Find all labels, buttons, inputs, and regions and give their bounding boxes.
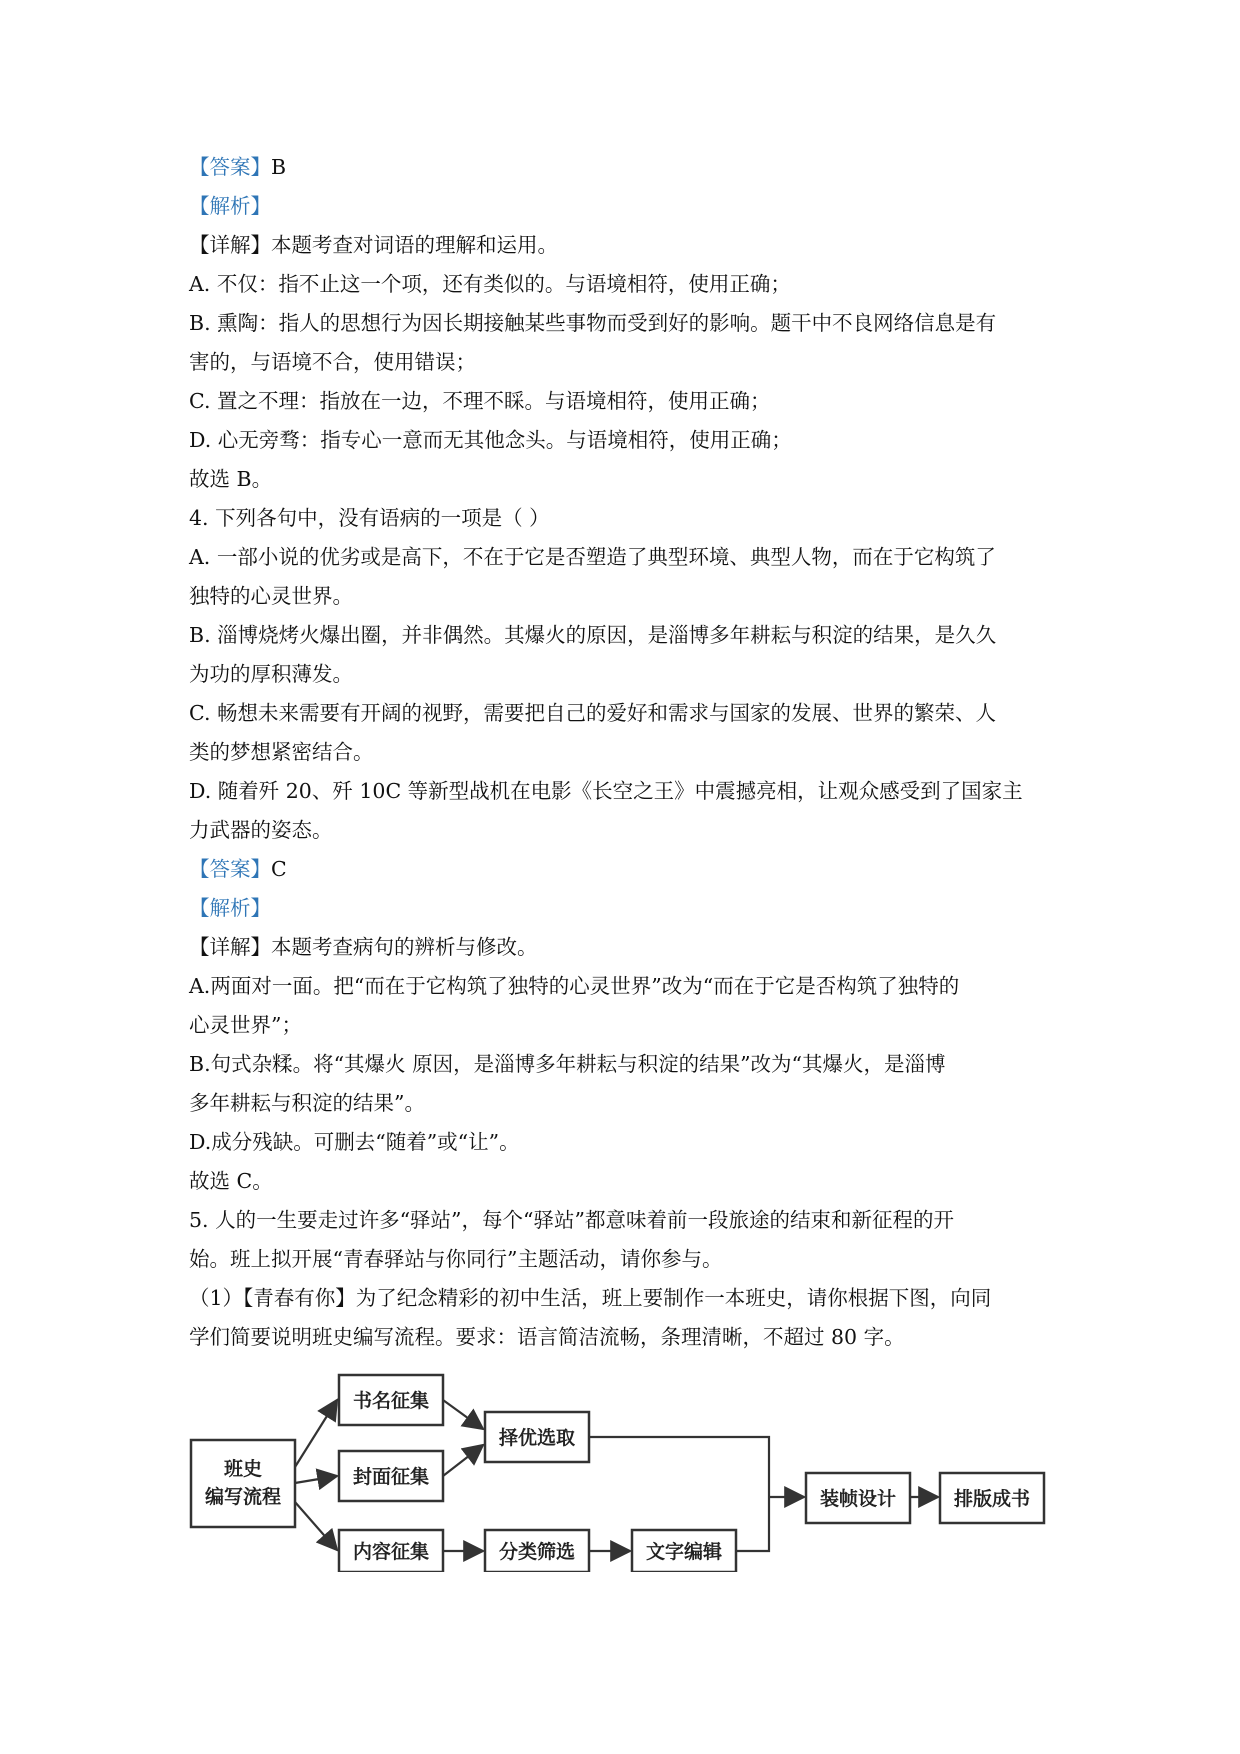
answer-line-1 [189,148,1059,187]
detail-line: 多年耕耘与积淀的结果”。 [189,1091,425,1115]
class-history-flowchart [189,1367,1054,1572]
q4-option-line: C. 畅想未来需要有开阔的视野，需要把自己的爱好和需求与国家的发展、世界的繁荣、人 [189,701,996,725]
detail-line: 心灵世界”； [189,1013,302,1037]
detail-line: B.句式杂糅。将“其爆火 原因，是淄博多年耕耘与积淀的结果”改为“其爆火，是淄博 [189,1052,946,1076]
detail-line-1: 【详解】本题考查对词语的理解和运用。 [189,233,558,257]
q4-option-line: A. 一部小说的优劣或是高下，不在于它是否塑造了典型环境、典型人物，而在于它构筑了 [189,545,996,569]
flow-arrow [295,1476,337,1483]
answer-tag: 【答案】 [189,857,271,881]
flow-classify-label: 分类筛选 [498,1541,576,1563]
flow-arrow [295,1400,337,1467]
q4-option-line: 独特的心灵世界。 [189,584,353,608]
q4-option-line: B. 淄博烧烤火爆出圈，并非偶然。其爆火的原因，是淄博多年耕耘与积淀的结果，是久久 [189,623,997,647]
q3-option-line: 害的，与语境不合，使用错误； [189,350,476,374]
flow-arrow [443,1445,483,1476]
document-body [189,148,1059,1357]
flow-line [589,1437,769,1497]
flow-arrow [443,1400,483,1429]
q4-stem: 4. 下列各句中，没有语病的一项是（ ） [189,506,550,530]
q5-subquestion: 学们简要说明班史编写流程。要求：语言简洁流畅，条理清晰，不超过 80 字。 [189,1325,905,1349]
q5-subquestion: （1）【青春有你】为了纪念精彩的初中生活，班上要制作一本班史，请你根据下图，向同 [189,1286,992,1310]
detail-line: D.成分残缺。可删去“随着”或“让”。 [189,1130,520,1154]
flow-binding-label: 装帧设计 [819,1488,897,1510]
flow-content-label: 内容征集 [352,1541,430,1563]
q4-conclusion: 故选 C。 [189,1169,273,1193]
q5-stem: 始。班上拟开展“青春驿站与你同行”主题活动，请你参与。 [189,1247,723,1271]
flow-cover-label: 封面征集 [352,1466,430,1488]
detail-line: A.两面对一面。把“而在于它构筑了独特的心灵世界”改为“而在于它是否构筑了独特的 [189,974,960,998]
flow-arrow [295,1502,337,1550]
flow-select-label: 择优选取 [498,1427,576,1449]
q3-conclusion: 故选 B。 [189,467,273,491]
flow-typeset-label: 排版成书 [953,1488,1031,1510]
q4-option-line: D. 随着歼 20、歼 10C 等新型战机在电影《长空之王》中震撼亮相，让观众感受到了国家主 [189,779,1023,803]
q4-option-line: 类的梦想紧密结合。 [189,740,374,764]
answer-value: C [271,857,287,881]
flow-start-label: 编写流程 [204,1486,282,1508]
analysis-tag-2: 【解析】 [189,896,271,920]
detail-line: 【详解】本题考查病句的辨析与修改。 [189,935,538,959]
q3-option-line: A. 不仅：指不止这一个项，还有类似的。与语境相符，使用正确； [189,272,791,296]
q4-option-line: 力武器的姿态。 [189,818,333,842]
flow-start-label: 班史 [223,1458,263,1480]
flow-start-box [191,1440,295,1527]
q3-option-line: D. 心无旁骛：指专心一意而无其他念头。与语境相符，使用正确； [189,428,792,452]
analysis-tag-1: 【解析】 [189,194,271,218]
answer-tag: 【答案】 [189,155,271,179]
q5-stem: 5. 人的一生要走过许多“驿站”，每个“驿站”都意味着前一段旅途的结束和新征程的开 [189,1208,954,1232]
answer-value: B [271,155,287,179]
flow-line [736,1497,769,1551]
flow-book-name-label: 书名征集 [352,1390,430,1412]
q3-option-line: C. 置之不理：指放在一边，不理不睬。与语境相符，使用正确； [189,389,771,413]
q3-option-line: B. 熏陶：指人的思想行为因长期接触某些事物而受到好的影响。题干中不良网络信息是有 [189,311,997,335]
answer-line-2 [189,850,1059,889]
flow-edit-label: 文字编辑 [645,1541,723,1563]
q4-option-line: 为功的厚积薄发。 [189,662,353,686]
